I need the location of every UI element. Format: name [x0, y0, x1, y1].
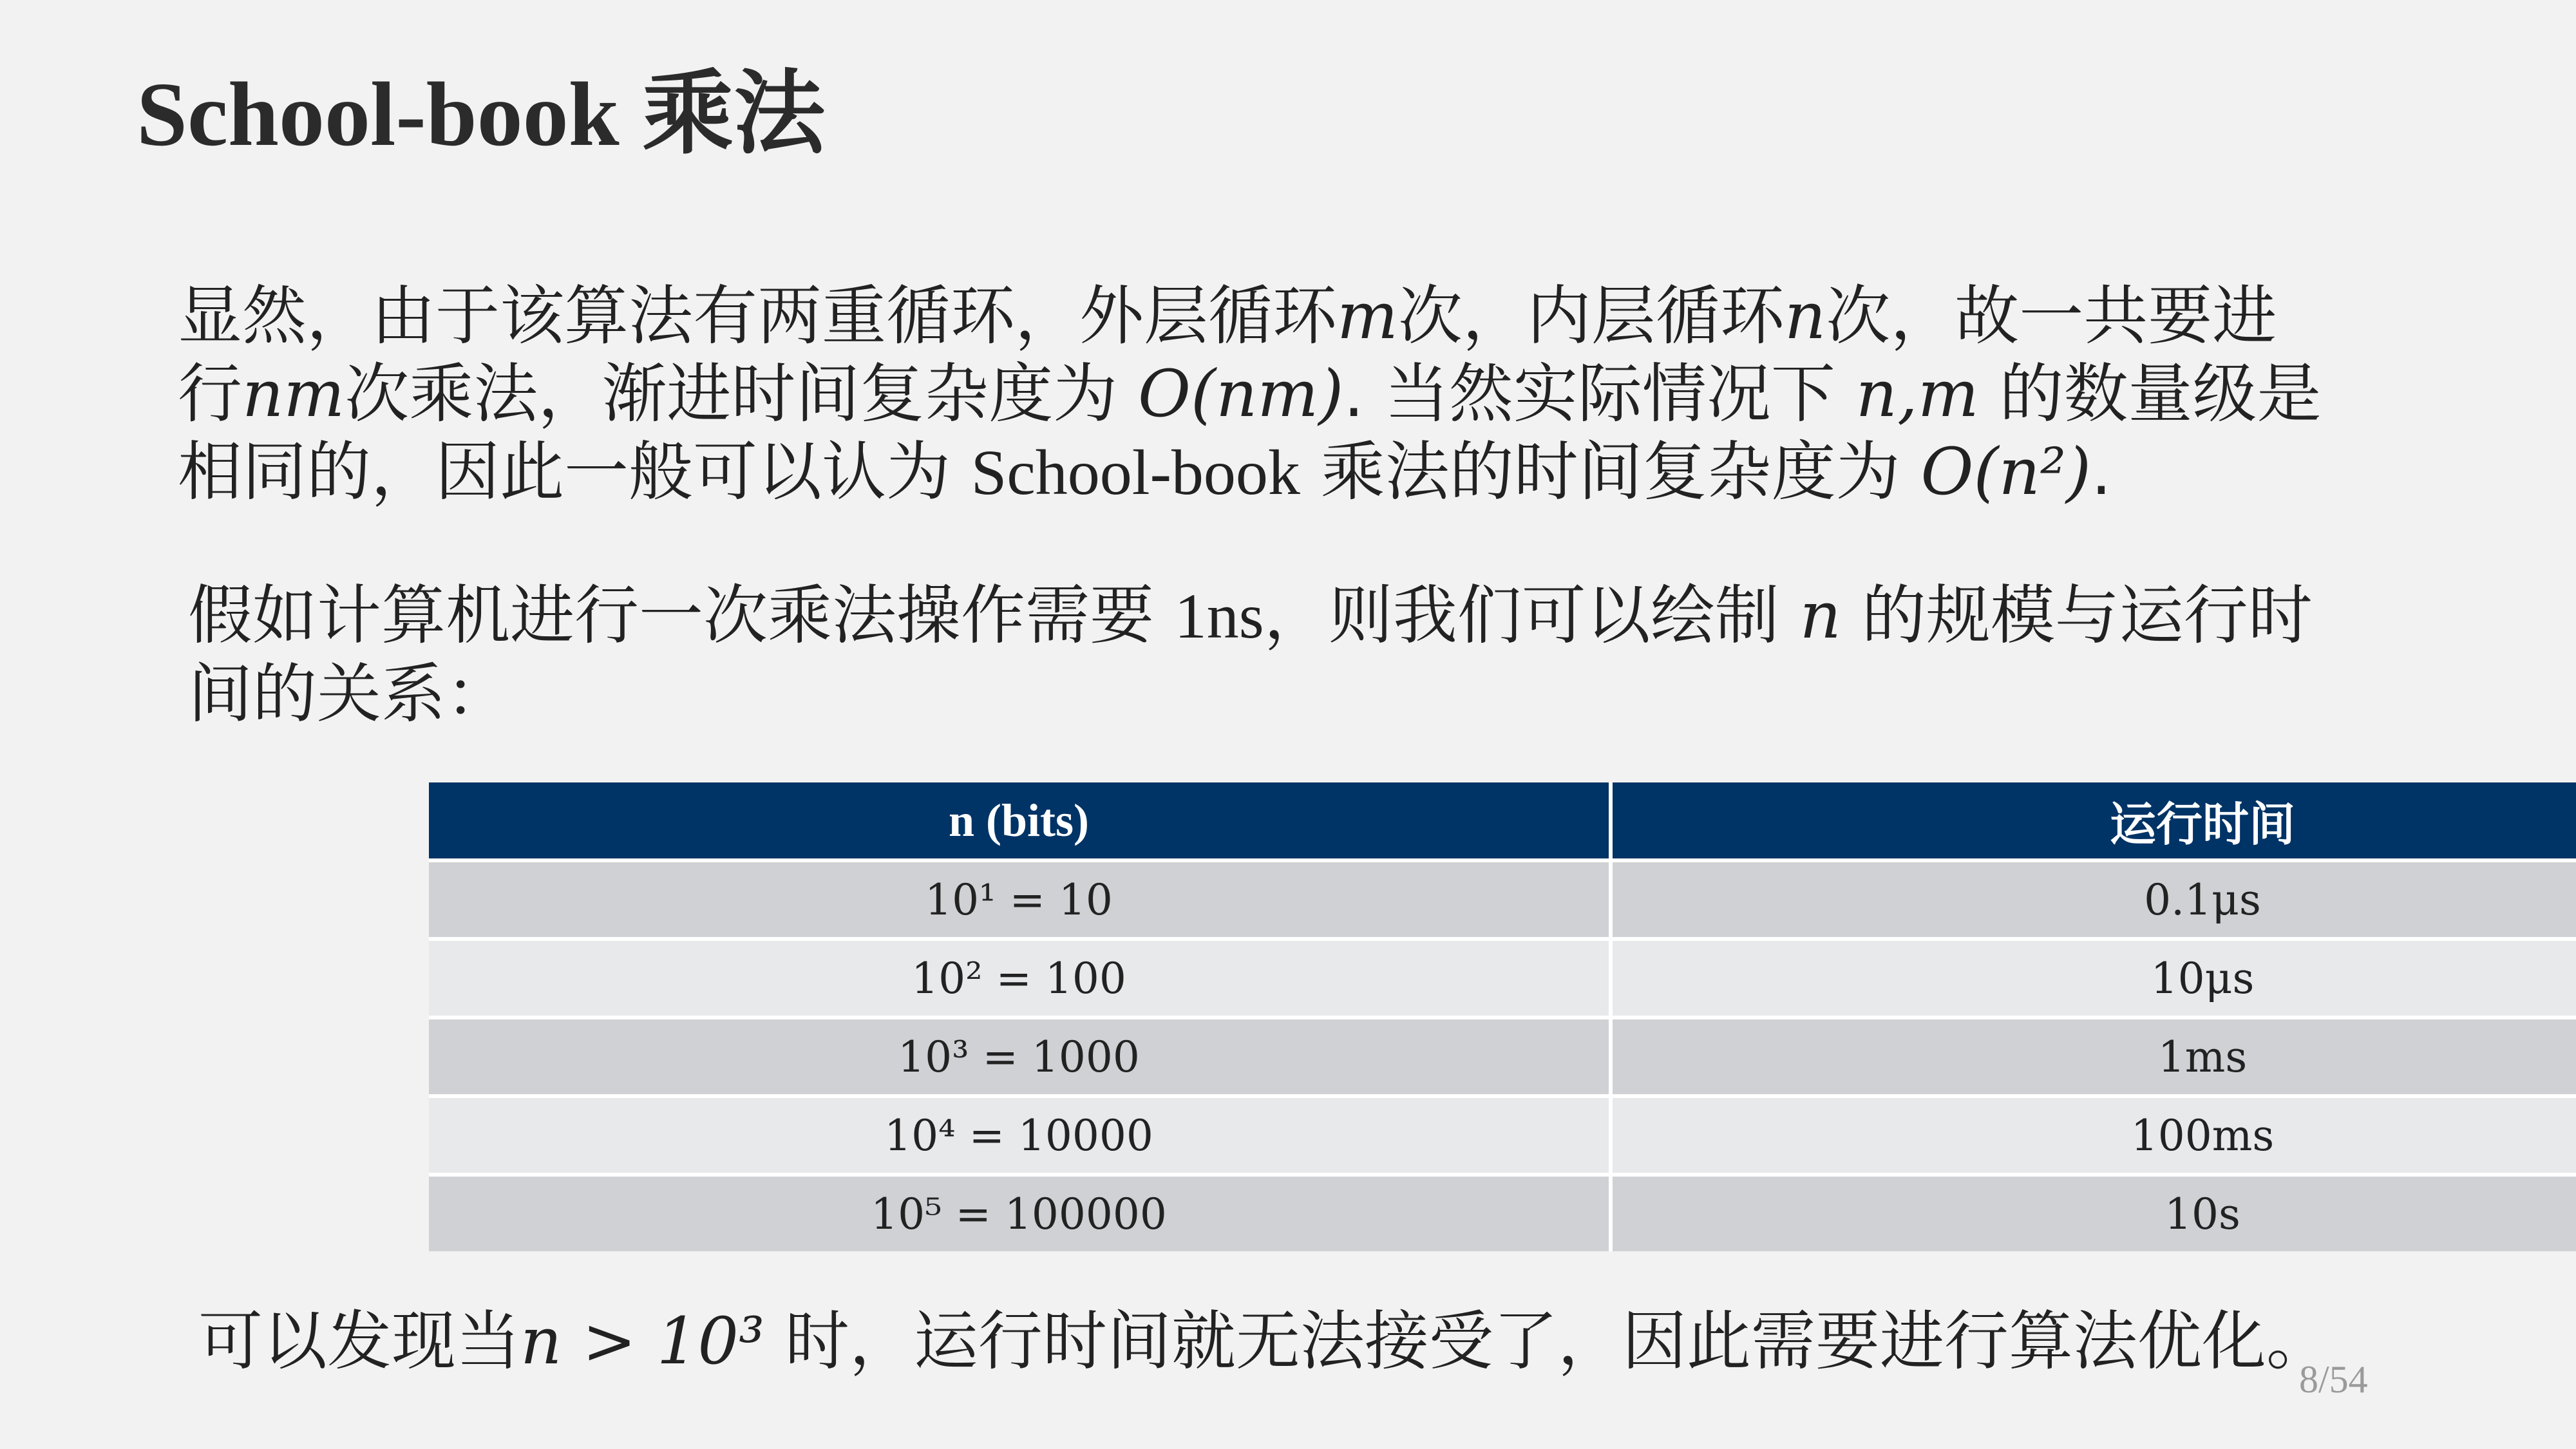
text-span: 次，故一共要进 [1826, 278, 2277, 354]
text-span: 假如计算机进行一次乘法操作需要 [188, 578, 1175, 653]
table-row [429, 1018, 2576, 1096]
table-cell: 10⁴ = 10000 [429, 1096, 1611, 1175]
paragraph-line [178, 433, 2303, 511]
table-row [429, 860, 2576, 939]
table-cell: 10² = 100 [429, 939, 1611, 1018]
text-span: 可以发现当 [198, 1303, 520, 1379]
table-row [429, 1175, 2576, 1251]
text-span: 时，运行时间就无法接受了，因此需要进行算法优化。 [764, 1303, 2331, 1379]
text-span: . 当然实际情况下 [1343, 356, 1856, 431]
math-var-nm: nm [242, 356, 345, 431]
table-cell: 10³ = 1000 [429, 1018, 1611, 1096]
assumption-paragraph [188, 576, 2313, 733]
table-header-row [429, 782, 2576, 860]
math-var-n-m: n,m [1855, 356, 1979, 431]
text-span: 次乘法，渐进时间复杂度为 [345, 356, 1139, 431]
text-span: 次，内层循环 [1397, 278, 1785, 354]
text-span: 乘法的时间复杂度为 [1300, 434, 1921, 509]
table-cell: 10s [1611, 1175, 2576, 1251]
header-n-bits: n (bits) [429, 782, 1611, 860]
header-runtime: 运行时间 [1611, 782, 2576, 860]
table-cell: 1ms [1611, 1018, 2576, 1096]
text-span: 1ns [1174, 580, 1264, 652]
paragraph-line [178, 355, 2322, 433]
math-complexity-nm: O(nm) [1138, 356, 1344, 431]
table-cell: 100ms [1611, 1096, 2576, 1175]
paragraph-line [178, 277, 2303, 355]
text-span: ，则我们可以绘制 [1264, 578, 1800, 653]
text-span: 的数量级是 [1978, 356, 2322, 431]
text-span: 行 [178, 356, 242, 431]
text-span: . [2090, 434, 2112, 509]
slide-title: School-book 乘法 [137, 63, 826, 165]
text-span: 的规模与运行时 [1841, 578, 2313, 653]
table-cell: 0.1μs [1611, 860, 2576, 939]
math-var-n: n [1799, 578, 1841, 653]
text-span: 显然，由于该算法有两重循环，外层循环 [178, 278, 1337, 354]
intro-paragraph [178, 277, 2322, 511]
table-cell: 10⁵ = 100000 [429, 1175, 1611, 1251]
table-cell: 10¹ = 10 [429, 860, 1611, 939]
conclusion-paragraph [198, 1302, 2331, 1380]
table-cell: 10μs [1611, 939, 2576, 1018]
math-complexity-n2: O(n²) [1920, 434, 2091, 509]
runtime-table [429, 782, 2576, 1251]
text-span: 相同的，因此一般可以认为 [178, 434, 971, 509]
math-var-n: n [1784, 278, 1826, 354]
paragraph-line: 间的关系： [188, 656, 510, 732]
math-var-m: m [1337, 278, 1398, 354]
page-number: 8/54 [2299, 1358, 2368, 1401]
math-expression: n > 10³ [520, 1303, 765, 1379]
paragraph-line [188, 576, 2313, 655]
table-row [429, 939, 2576, 1018]
table-row [429, 1096, 2576, 1175]
text-span: School-book [971, 437, 1300, 508]
